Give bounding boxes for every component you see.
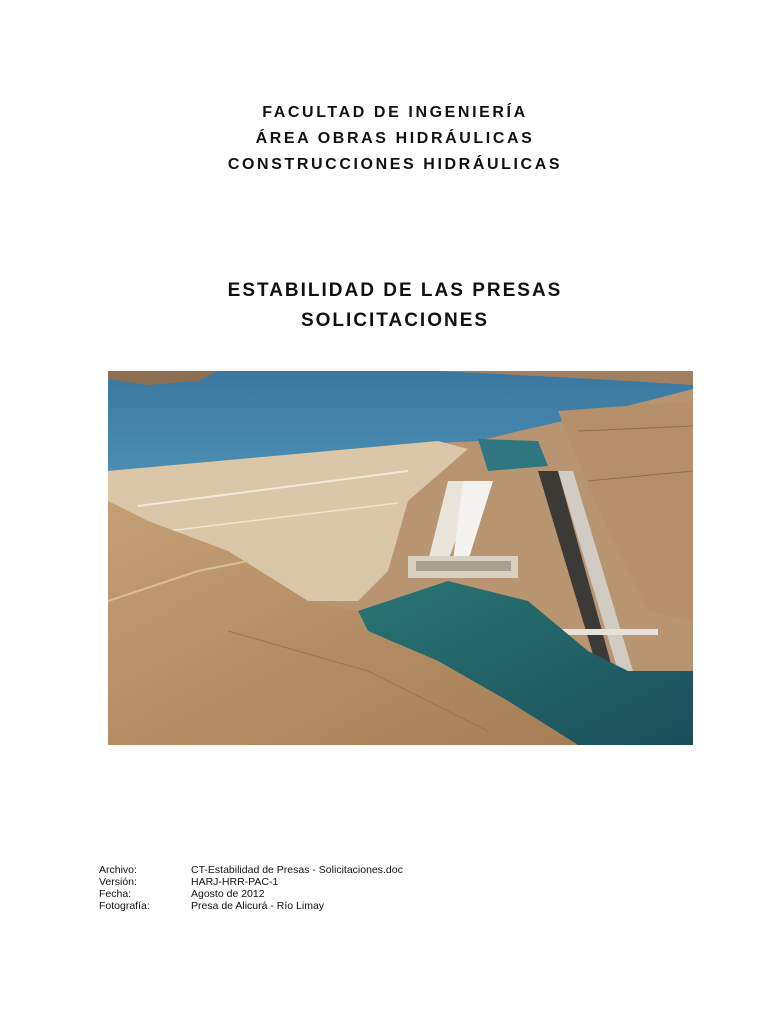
metadata-label: Archivo: xyxy=(99,864,137,876)
metadata-row-photo xyxy=(99,900,403,912)
area-name: ÁREA OBRAS HIDRÁULICAS xyxy=(255,130,535,147)
document-metadata xyxy=(99,864,403,912)
metadata-label: Versión: xyxy=(99,876,137,888)
metadata-row-version xyxy=(99,876,403,888)
metadata-value: HARJ-HRR-PAC-1 xyxy=(191,876,279,888)
metadata-row-file xyxy=(99,864,403,876)
dam-photograph xyxy=(108,371,693,745)
title-line-2: SOLICITACIONES xyxy=(300,310,490,331)
metadata-label: Fecha: xyxy=(99,888,132,900)
metadata-value: Agosto de 2012 xyxy=(191,888,265,900)
document-title xyxy=(0,276,768,336)
metadata-value: CT-Estabilidad de Presas - Solicitaciones.doc xyxy=(191,864,403,876)
metadata-label: Fotografía: xyxy=(99,900,150,912)
metadata-row-date xyxy=(99,888,403,900)
title-line-1: ESTABILIDAD DE LAS PRESAS xyxy=(227,280,563,301)
course-name: CONSTRUCCIONES HIDRÁULICAS xyxy=(227,156,563,173)
institution-header xyxy=(0,100,768,178)
metadata-value: Presa de Alicurá - Río Limay xyxy=(191,900,325,912)
faculty-name: FACULTAD DE INGENIERÍA xyxy=(262,104,528,121)
